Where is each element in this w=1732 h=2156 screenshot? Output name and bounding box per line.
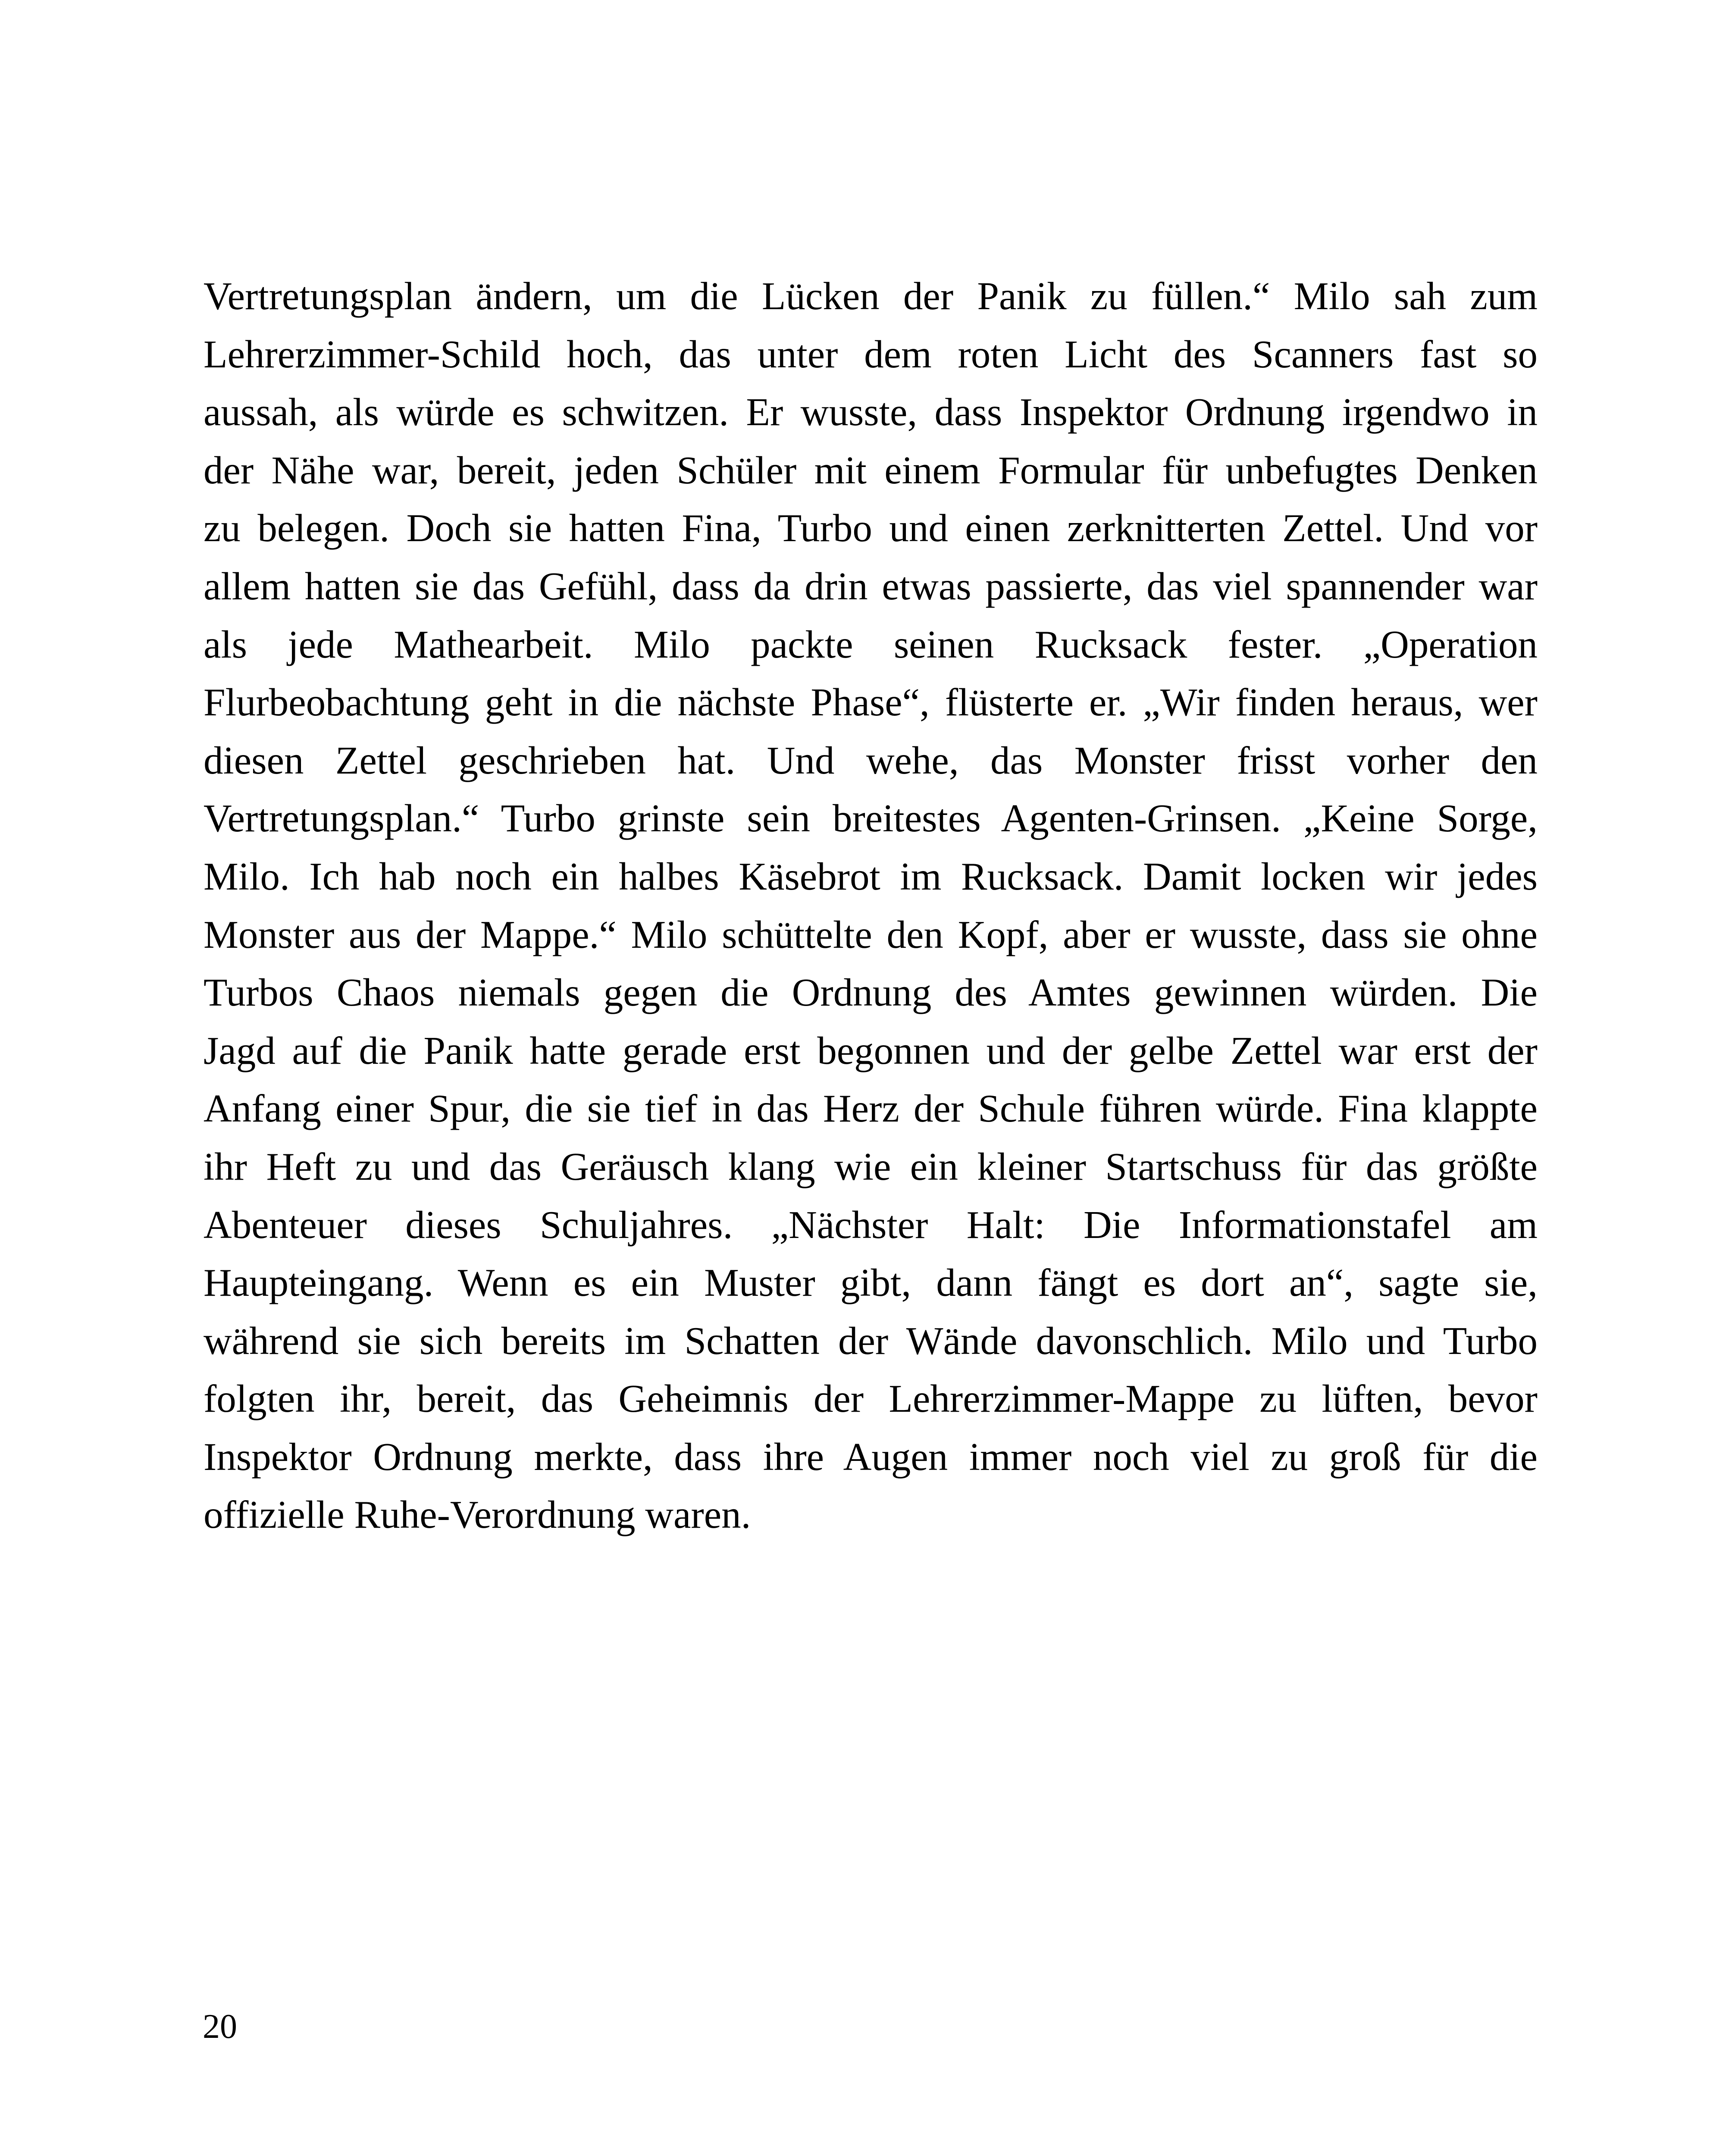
text-line: Inspektor Ordnung merkte, dass ihre Augen immer noch viel zu groß für die [204, 1435, 1538, 1479]
text-line: Lehrerzimmer-Schild hoch, das unter dem roten Licht des Scanners fast so [204, 332, 1538, 376]
text-line: offizielle Ruhe-Verordnung waren. [204, 1493, 751, 1537]
text-line: Turbos Chaos niemals gegen die Ordnung des Amtes gewinnen würden. Die [204, 971, 1538, 1015]
text-line: während sie sich bereits im Schatten der Wände davonschlich. Milo und Turbo [204, 1319, 1538, 1363]
text-line: Monster aus der Mappe.“ Milo schüttelte den Kopf, aber er wusste, dass sie ohne [204, 912, 1538, 956]
text-line: der Nähe war, bereit, jeden Schüler mit einem Formular für unbefugtes Denken [204, 448, 1538, 492]
text-line: Jagd auf die Panik hatte gerade erst begonnen und der gelbe Zettel war erst der [204, 1028, 1538, 1072]
text-line: Vertretungsplan ändern, um die Lücken der Panik zu füllen.“ Milo sah zum [204, 274, 1538, 318]
text-line: ihr Heft zu und das Geräusch klang wie ein kleiner Startschuss für das größte [204, 1144, 1538, 1188]
text-line: Vertretungsplan.“ Turbo grinste sein breitestes Agenten-Grinsen. „Keine Sorge, [204, 796, 1538, 840]
text-line: diesen Zettel geschrieben hat. Und wehe, das Monster frisst vorher den [204, 738, 1538, 782]
text-line: Abenteuer dieses Schuljahres. „Nächster Halt: Die Informationstafel am [204, 1203, 1538, 1247]
text-line: folgten ihr, bereit, das Geheimnis der Lehrerzimmer-Mappe zu lüften, bevor [204, 1377, 1538, 1421]
body-paragraph [204, 267, 1538, 1544]
text-line: Haupteingang. Wenn es ein Muster gibt, dann fängt es dort an“, sagte sie, [204, 1261, 1538, 1305]
text-line: allem hatten sie das Gefühl, dass da drin etwas passierte, das viel spannender war [204, 564, 1538, 608]
text-line: Anfang einer Spur, die sie tief in das Herz der Schule führen würde. Fina klappte [204, 1087, 1538, 1131]
text-line: zu belegen. Doch sie hatten Fina, Turbo und einen zerknitterten Zettel. Und vor [204, 506, 1538, 550]
text-line: Flurbeobachtung geht in die nächste Phase“, flüsterte er. „Wir finden heraus, wer [204, 680, 1538, 724]
text-line: aussah, als würde es schwitzen. Er wusste, dass Inspektor Ordnung irgendwo in [204, 390, 1538, 434]
text-line: als jede Mathearbeit. Milo packte seinen Rucksack fester. „Operation [204, 622, 1538, 666]
page-number: 20 [203, 2008, 237, 2046]
text-line: Milo. Ich hab noch ein halbes Käsebrot im Rucksack. Damit locken wir jedes [204, 854, 1538, 898]
